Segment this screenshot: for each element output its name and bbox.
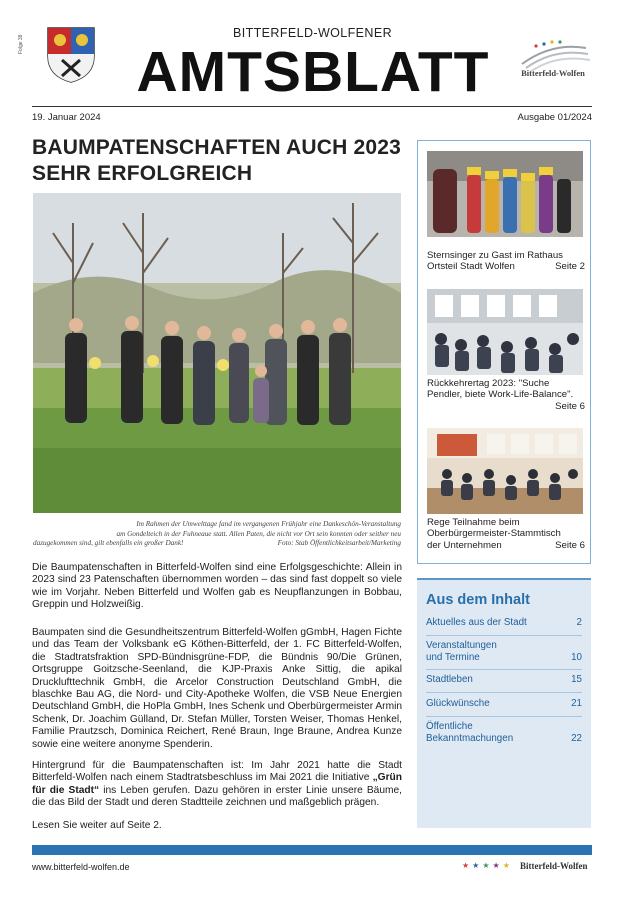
teaser-1-page: Seite 2	[555, 261, 585, 273]
continue-reading-link[interactable]: Lesen Sie weiter auf Seite 2.	[32, 820, 162, 831]
contents-divider	[426, 669, 582, 670]
city-logo-label: Bitterfeld-Wolfen	[521, 68, 585, 78]
teaser-box	[417, 140, 591, 564]
contents-item-label: Stadtleben	[426, 674, 473, 685]
contents-item-veranstaltungen[interactable]	[426, 640, 582, 663]
contents-item-label-line-1: Veranstaltungen	[426, 640, 497, 651]
teaser-3-line-1: Rege Teilnahme beim	[427, 517, 520, 528]
teaser-3-line-3: der Unternehmen	[427, 539, 502, 551]
footer-website-link[interactable]: www.bitterfeld-wolfen.de	[32, 862, 130, 872]
caption-line-3: dazugekommen sind, gilt ebenfalls ein großer Dank!	[33, 539, 184, 548]
headline-line-1: BAUMPATENSCHAFTEN AUCH 2023	[32, 136, 402, 159]
article-paragraph-3	[32, 760, 402, 810]
contents-divider	[426, 635, 582, 636]
article-headline	[32, 135, 407, 187]
para3-pre: Hintergrund für die Baumpatenschaften ist: Im Jahr 2021 hatte die Stadt Bitterfeld-Wolfen nach einem Stadtratsbeschluss im Mai 2021 die Initiative	[32, 760, 402, 784]
headline-line-2: SEHR ERFOLGREICH	[32, 162, 253, 185]
masthead-rule	[32, 106, 592, 107]
caption-line-3-row	[33, 539, 401, 549]
city-crest-icon	[46, 26, 96, 84]
contents-item-label-line-2: und Termine	[426, 651, 480, 663]
contents-item-page: 2	[576, 617, 582, 628]
contents-item-label-line-1: Öffentliche	[426, 721, 473, 732]
masthead-pre-title: BITTERFELD-WOLFENER	[233, 26, 392, 40]
photo-credit: Foto: Stab Öffentlichkeitsarbeit/Marketing	[277, 539, 401, 548]
contents-divider	[426, 692, 582, 693]
article-paragraph-2: Baumpaten sind die Gesundheitszentrum Bitterfeld-Wolfen gGmbH, Hagen Fichte und das Team der Volksbank eG Köthen-Bitterfeld, der 1. FC Bitterfeld-Wolfen, die Stadtratsfraktion SPD-Bündnisgrüne-FDP, die Bündnis 90/Die Grünen, Ortsgruppe Goitzsche-Seenland, die KJP-Praxis Anke Sittig, die apikal Drucklufttechnik GmbH, die Arcelor Construction Deutschland GmbH, die blaschke Bau AG, die Nord- und City-Apotheke Wolfen, die VSB Neue Energien Deutschland GmbH, die HoPla GmbH, Ines Schenk und Oberbürgermeister Armin Schenk, Dr. Joachim Gülland, Dr. Stefan Müller, Torsten Weiser, Thomas Henkel, Familie Prautzsch, Dominica Reichert, René Braun, Inge Braune, Andrea Kunze sowie eine weitere anonyme Spenderin.	[32, 627, 402, 750]
contents-title: Aus dem Inhalt	[426, 592, 530, 608]
contents-item-bekanntmachungen[interactable]	[426, 721, 582, 744]
issue-number: Ausgabe 01/2024	[517, 112, 592, 123]
teaser-1[interactable]	[427, 250, 585, 273]
footer-bar	[32, 845, 592, 855]
teaser-2-line-2: Pendler, biete Work-Life-Balance".	[427, 389, 574, 401]
initiative-name: „Grün für die Stadt“	[32, 772, 402, 796]
caption-line-2: am Gondelteich in der Fuhneaue statt. Allen Paten, die nicht vor Ort sein konnten oder seither neu	[116, 529, 401, 538]
teaser-3-line-3-row	[427, 540, 585, 551]
teaser-1-line-2-row	[427, 261, 585, 272]
footer-stars-icon: ★★★★★	[462, 861, 513, 870]
teaser-2-line-1: Rückkehrertag 2023: "Suche	[427, 378, 550, 389]
teaser-3[interactable]	[427, 517, 585, 551]
contents-item-page: 22	[571, 732, 582, 744]
teaser-photo-stammtisch	[427, 428, 583, 514]
teaser-2[interactable]	[427, 378, 585, 412]
masthead-title: AMTSBLATT	[136, 40, 490, 104]
contents-item-label-line-2: Bekanntmachungen	[426, 732, 514, 744]
contents-item-aktuelles[interactable]	[426, 617, 582, 629]
teaser-photo-sternsinger	[427, 151, 583, 237]
contents-box	[417, 578, 591, 828]
contents-item-page: 21	[571, 698, 582, 709]
side-note: Folge 38	[18, 34, 24, 54]
teaser-photo-rueckkehrertag	[427, 289, 583, 375]
caption-line-1: Im Rahmen der Umwelttage fand im vergangenen Frühjahr eine Dankeschön-Veranstaltung	[136, 520, 401, 528]
contents-item-stadtleben[interactable]	[426, 674, 582, 686]
contents-item-glueckwuensche[interactable]	[426, 698, 582, 710]
photo-caption	[33, 520, 401, 549]
teaser-1-line-1: Sternsinger zu Gast im Rathaus	[427, 250, 563, 261]
teaser-2-page: Seite 6	[555, 400, 585, 412]
issue-date: 19. Januar 2024	[32, 112, 101, 123]
teaser-3-line-2: Oberbürgermeister-Stammtisch	[427, 528, 561, 540]
contents-item-label: Aktuelles aus der Stadt	[426, 617, 527, 628]
main-photo	[33, 193, 401, 513]
contents-divider	[426, 716, 582, 717]
teaser-3-page: Seite 6	[555, 539, 585, 551]
contents-item-label: Glückwünsche	[426, 698, 490, 709]
contents-item-page: 10	[571, 651, 582, 663]
contents-item-page: 15	[571, 674, 582, 685]
para3-post: ins Leben gerufen. Dazu gehören in erster Linie unsere Bäume, die das Bild der Stadt und deren Stadtteile zeichnen und maßgeblich prägen.	[32, 784, 402, 809]
teaser-1-line-2: Ortsteil Stadt Wolfen	[427, 261, 515, 273]
article-paragraph-1: Die Baumpatenschaften in Bitterfeld-Wolfen sind eine Erfolgsgeschichte: Allein in 2023 sind 23 Patenschaften übernommen worden – das sind fast doppelt so viele wie im Vorjahr. Neben Bitterfeld und Wolfen gab es Neupflanzungen in Bobbau, Greppin und Holzweißig.	[32, 562, 402, 611]
footer-brand: Bitterfeld-Wolfen	[520, 861, 588, 871]
